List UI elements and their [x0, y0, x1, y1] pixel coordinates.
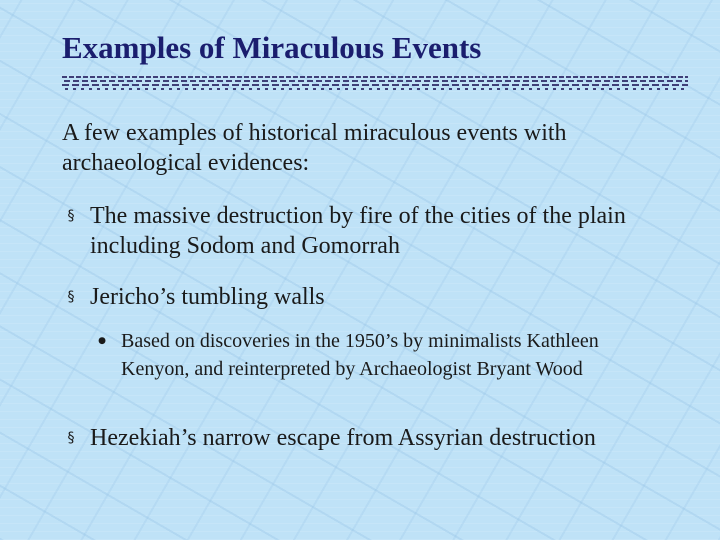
bullet-text: The massive destruction by fire of the cities of the plain including Sodom and Gomorrah [90, 203, 626, 259]
sub-bullet-item [96, 327, 656, 383]
bullet-item [62, 423, 662, 453]
bullet-marker-icon: § [67, 208, 75, 224]
bullet-marker-icon: § [67, 430, 75, 446]
sub-bullet-dot-icon: ● [98, 336, 106, 346]
sub-bullet-text: Based on discoveries in the 1950’s by minimalists Kathleen Kenyon, and reinterpreted by Archaeologist Bryant Wood [121, 330, 599, 380]
bullet-marker-icon: § [67, 289, 75, 305]
title-divider [62, 76, 688, 90]
bullet-text: Jericho’s tumbling walls [90, 284, 325, 310]
intro-paragraph: A few examples of historical miraculous events with archaeological evidences: [62, 120, 567, 176]
bullet-item [62, 282, 662, 312]
slide-title: Examples of Miraculous Events [62, 30, 482, 65]
bullet-item [62, 201, 662, 261]
bullet-text: Hezekiah’s narrow escape from Assyrian destruction [90, 425, 596, 451]
